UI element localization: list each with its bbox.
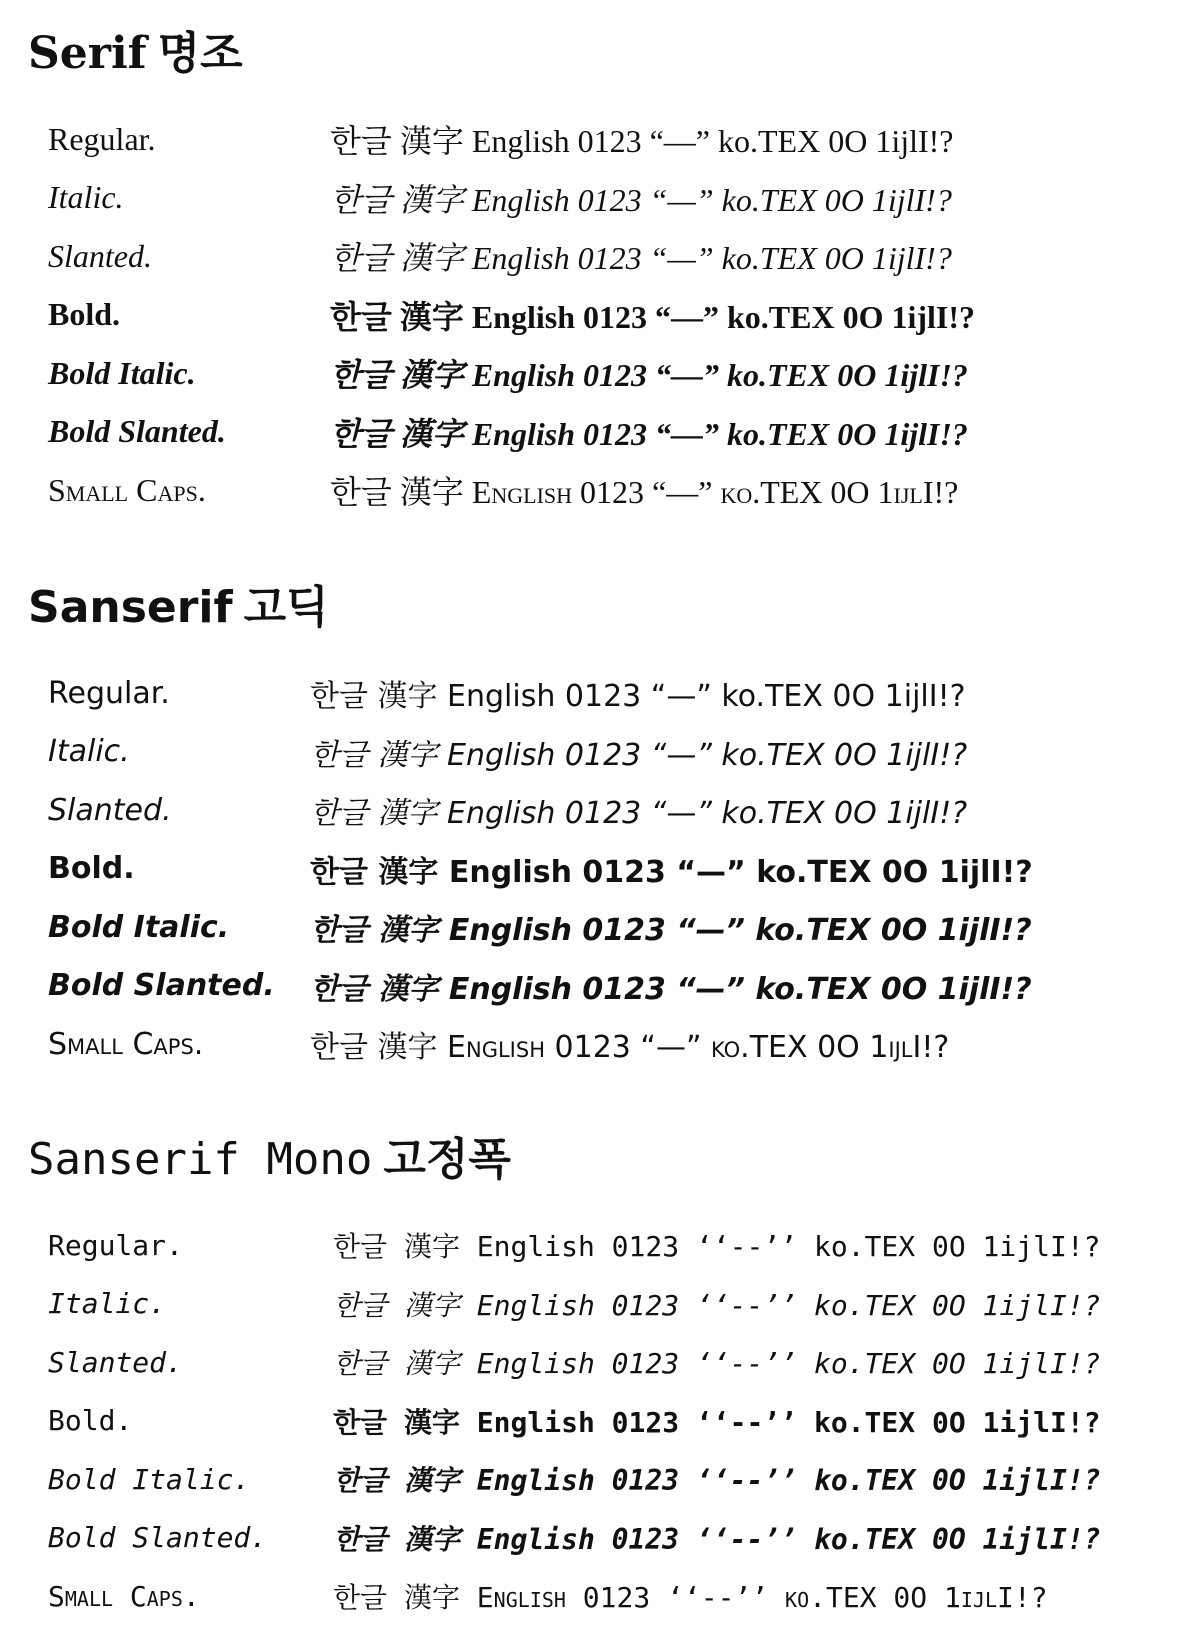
style-row-bold-slanted [48, 1509, 1101, 1568]
style-sample: 한글 漢字 English 0123 ‘‘--’’ ko.TEX 0O 1ijlI!? [333, 1464, 1101, 1498]
style-row-italic [48, 169, 975, 228]
style-sample: 한글 漢字 English 0123 “—” ko.TEX 0O 1ijlI!? [310, 796, 968, 832]
section-title-ko: 명조 [157, 28, 243, 79]
style-label: Bold Slanted. [48, 413, 226, 450]
section-title-ko: 고딕 [243, 582, 329, 633]
style-sample: 한글 漢字 English 0123 ‘‘--’’ ko.TEX 0O 1ijlI!? [333, 1581, 1048, 1615]
style-sample: 한글 漢字 English 0123 ‘‘--’’ ko.TEX 0O 1ijlI!? [333, 1230, 1101, 1264]
section-sanserif [28, 580, 1178, 1066]
style-label: Slanted. [48, 237, 152, 274]
style-row-regular [48, 664, 1033, 723]
style-label: Slanted. [48, 1345, 183, 1379]
section-title-ko: 고정폭 [383, 1134, 511, 1185]
section-title-en: Serif [28, 28, 147, 79]
style-sample: 한글 漢字 English 0123 “—” ko.TEX 0O 1ijlI!? [310, 971, 1032, 1007]
style-label: Bold Slanted. [48, 968, 275, 1004]
style-row-italic [48, 1275, 1101, 1334]
style-list [48, 664, 1033, 1074]
style-row-slanted [48, 781, 1033, 840]
style-label: Bold Italic. [48, 909, 230, 945]
style-row-regular [48, 110, 975, 169]
section-title-en: Sanserif [28, 582, 233, 633]
style-row-bold-italic [48, 898, 1033, 957]
style-row-bold-slanted [48, 957, 1033, 1016]
style-label: Italic. [48, 179, 124, 216]
style-sample: 한글 漢字 English 0123 “—” ko.TEX 0O 1ijlI!? [310, 1030, 950, 1066]
style-sample: 한글 漢字 English 0123 “—” ko.TEX 0O 1ijlI!? [330, 474, 959, 511]
style-row-bold-italic [48, 344, 975, 403]
style-sample: 한글 漢字 English 0123 ‘‘--’’ ko.TEX 0O 1ijlI!? [333, 1405, 1101, 1439]
section-title-serif [28, 26, 1178, 82]
style-sample: 한글 漢字 English 0123 “—” ko.TEX 0O 1ijlI!? [330, 181, 952, 218]
style-label: Regular. [48, 675, 170, 711]
style-sample: 한글 漢字 English 0123 “—” ko.TEX 0O 1ijlI!? [310, 854, 1033, 890]
style-sample: 한글 漢字 English 0123 ‘‘--’’ ko.TEX 0O 1ijlI!? [333, 1288, 1101, 1322]
style-row-bold-slanted [48, 403, 975, 462]
style-row-bold [48, 1392, 1101, 1451]
style-row-bold-italic [48, 1450, 1101, 1509]
style-list [48, 110, 975, 520]
style-label: Bold. [48, 851, 135, 887]
style-label: Small Caps. [48, 1579, 200, 1613]
style-sample: 한글 漢字 English 0123 “—” ko.TEX 0O 1ijlI!? [310, 679, 966, 715]
style-sample: 한글 漢字 English 0123 “—” ko.TEX 0O 1ijlI!? [310, 913, 1032, 949]
section-serif [28, 26, 1178, 511]
style-sample: 한글 漢字 English 0123 “—” ko.TEX 0O 1ijlI!? [330, 240, 952, 277]
style-label: Italic. [48, 734, 130, 770]
style-row-small-caps [48, 461, 975, 520]
section-title-en: Sanserif Mono [28, 1134, 373, 1185]
section-title-sanserif-mono [28, 1132, 1178, 1188]
style-row-italic [48, 723, 1033, 782]
style-label: Regular. [48, 1228, 183, 1262]
style-list [48, 1216, 1101, 1626]
style-sample: 한글 漢字 English 0123 “—” ko.TEX 0O 1ijlI!? [310, 737, 968, 773]
style-sample: 한글 漢字 English 0123 ‘‘--’’ ko.TEX 0O 1ijlI!? [333, 1347, 1101, 1381]
style-label: Italic. [48, 1287, 167, 1321]
style-label: Bold. [48, 296, 121, 333]
style-label: Bold Italic. [48, 354, 196, 391]
style-label: Regular. [48, 120, 156, 157]
style-label: Small Caps. [48, 1026, 204, 1062]
section-sanserif-mono [28, 1132, 1178, 1615]
style-label: Slanted. [48, 792, 172, 828]
style-row-regular [48, 1216, 1101, 1275]
style-sample: 한글 漢字 English 0123 ‘‘--’’ ko.TEX 0O 1ijlI!? [333, 1522, 1101, 1556]
style-label: Bold. [48, 1404, 133, 1438]
style-row-small-caps [48, 1015, 1033, 1074]
style-row-slanted [48, 227, 975, 286]
style-sample: 한글 漢字 English 0123 “—” ko.TEX 0O 1ijlI!? [330, 415, 968, 452]
style-sample: 한글 漢字 English 0123 “—” ko.TEX 0O 1ijlI!? [330, 123, 954, 160]
style-label: Bold Italic. [48, 1462, 251, 1496]
style-row-bold [48, 840, 1033, 899]
style-label: Bold Slanted. [48, 1521, 268, 1555]
style-row-bold [48, 286, 975, 345]
section-title-sanserif [28, 580, 1178, 636]
style-row-slanted [48, 1333, 1101, 1392]
style-sample: 한글 漢字 English 0123 “—” ko.TEX 0O 1ijlI!? [330, 298, 976, 335]
style-label: Small Caps. [48, 471, 206, 508]
style-sample: 한글 漢字 English 0123 “—” ko.TEX 0O 1ijlI!? [330, 357, 968, 394]
style-row-small-caps [48, 1567, 1101, 1626]
